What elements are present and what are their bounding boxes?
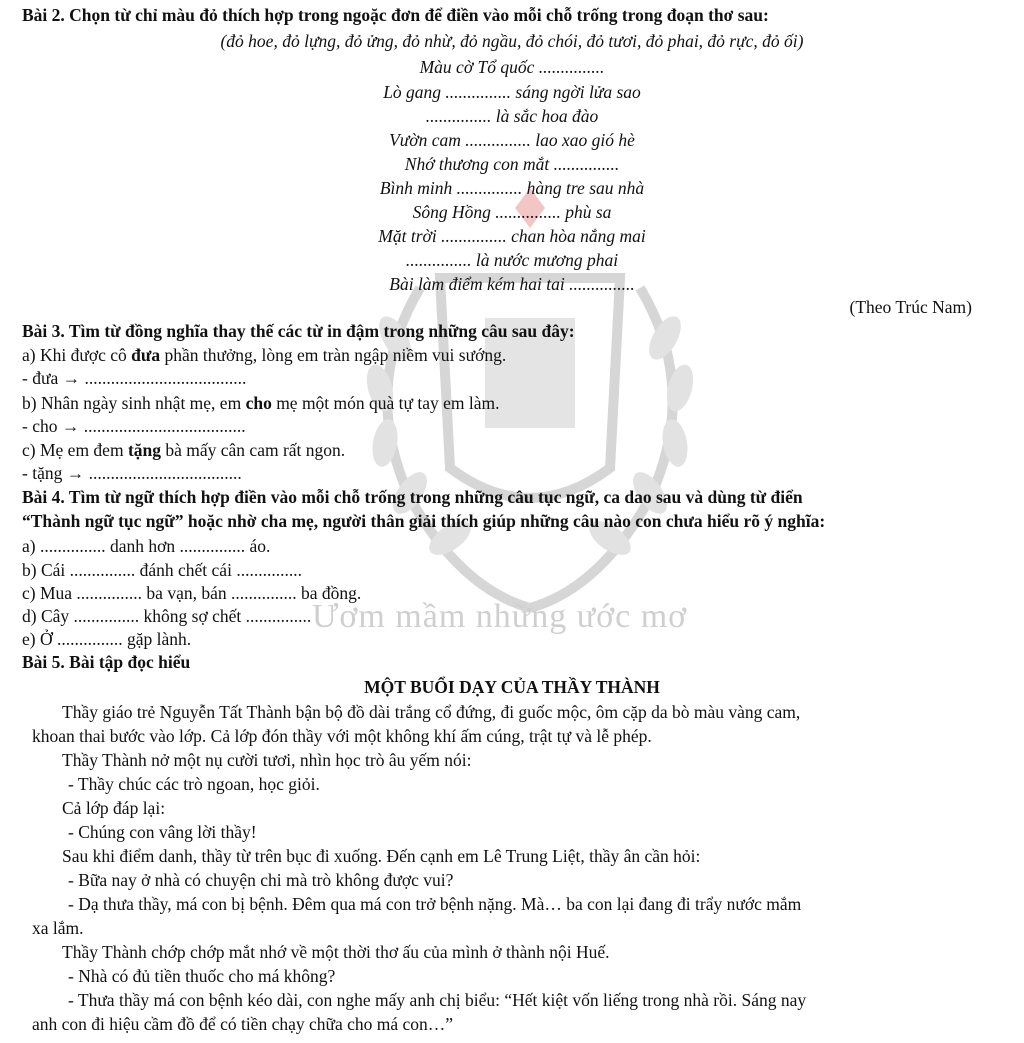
poem-line: Mặt trời ............... chan hòa nắng mai [378, 226, 646, 246]
poem-line: ............... là sắc hoa đào [425, 106, 599, 126]
question-text: a) Khi được cô [22, 345, 132, 365]
answer-line-b: - cho → ..................................... [22, 416, 246, 436]
proverb-item: c) Mua ............... ba vạn, bán ............... ba đồng. [22, 583, 362, 603]
proverb-item: e) Ở ............... gặp lành. [22, 629, 192, 649]
poem-source: (Theo Trúc Nam) [849, 297, 972, 317]
bold-word: đưa [131, 345, 161, 365]
question-text: b) Nhân ngày sinh nhật mẹ, em [22, 393, 246, 413]
question-text: c) Mẹ em đem [22, 440, 128, 460]
question-text: phần thưởng, lòng em tràn ngập niềm vui sướng. [160, 345, 507, 365]
bai2-title: Bài 2. Chọn từ chỉ màu đỏ thích hợp trong ngoặc đơn để điền vào mỗi chỗ trống trong đoạn thơ sau: [22, 5, 769, 25]
story-title: MỘT BUỔI DẠY CỦA THẦY THÀNH [364, 677, 660, 697]
story-line: Cả lớp đáp lại: [62, 798, 166, 818]
bai3-question-a [22, 344, 506, 366]
bai4-title-line2: “Thành ngữ tục ngữ” hoặc nhờ cha mẹ, người thân giải thích giúp những câu nào con chưa hiểu rõ ý nghĩa: [22, 511, 826, 531]
question-text: bà mấy cân cam rất ngon. [161, 440, 346, 460]
question-text: mẹ một món quà tự tay em làm. [271, 393, 500, 413]
story-line: - Dạ thưa thầy, má con bị bệnh. Đêm qua má con trở bệnh nặng. Mà… ba con lại đang đi trẩy nước mắm [68, 894, 802, 914]
poem-line: Vườn cam ............... lao xao gió hè [389, 130, 635, 150]
proverb-item: a) ............... danh hơn ............... áo. [22, 536, 271, 556]
bai3-title: Bài 3. Tìm từ đồng nghĩa thay thế các từ in đậm trong những câu sau đây: [22, 321, 575, 341]
poem-line: Nhớ thương con mắt ............... [404, 154, 620, 174]
story-line: Thầy Thành chớp chớp mắt nhớ về một thời thơ ấu của mình ở thành nội Huế. [62, 942, 610, 962]
story-line: - Thưa thầy má con bệnh kéo dài, con nghe mấy anh chị biểu: “Hết kiệt vốn liếng trong nhà rồi. Sáng nay [68, 990, 807, 1010]
poem-line: Lò gang ............... sáng ngời lửa sao [383, 82, 641, 102]
story-line: Sau khi điểm danh, thầy từ trên bục đi xuống. Đến cạnh em Lê Trung Liệt, thầy ân cần hỏi: [62, 846, 701, 866]
proverb-item: d) Cây ............... không sợ chết ............... [22, 606, 312, 626]
poem-line: Màu cờ Tổ quốc ............... [419, 57, 605, 77]
story-line: xa lắm. [32, 918, 84, 938]
bai4-title-line1: Bài 4. Tìm từ ngữ thích hợp điền vào mỗi chỗ trống trong những câu tục ngữ, ca dao sau và dùng từ điển [22, 487, 803, 507]
story-line: Thầy Thành nở một nụ cười tươi, nhìn học trò âu yếm nói: [62, 750, 472, 770]
bai5-title: Bài 5. Bài tập đọc hiểu [22, 652, 191, 672]
story-line: - Nhà có đủ tiền thuốc cho má không? [68, 966, 336, 986]
bold-word: tặng [127, 440, 161, 460]
poem-line: ............... là nước mương phai [405, 250, 619, 270]
story-line: - Chúng con vâng lời thầy! [68, 822, 257, 842]
story-line: - Thầy chúc các trò ngoan, học giỏi. [68, 774, 320, 794]
bai3-question-c [22, 439, 345, 461]
story-line: khoan thai bước vào lớp. Cả lớp đón thầy với một không khí ấm cúng, trật tự và lễ phép. [32, 726, 652, 746]
bai3-question-b [22, 392, 500, 414]
proverb-item: b) Cái ............... đánh chết cái ............... [22, 560, 302, 580]
poem-line: Bài làm điểm kém hai tai ............... [389, 274, 635, 294]
answer-line-a: - đưa → ..................................... [22, 368, 247, 388]
watermark-text: Ươm mầm những ước mơ [312, 598, 688, 635]
story-line: anh con đi hiệu cầm đồ để có tiền chạy chữa cho má con…” [32, 1014, 454, 1034]
poem-line: Sông Hồng ............... phù sa [412, 202, 612, 222]
story-line: Thầy giáo trẻ Nguyễn Tất Thành bận bộ đồ dài trắng cổ đứng, đi guốc mộc, ôm cặp da bò màu vàng cam, [62, 702, 801, 722]
poem-line: Bình minh ............... hàng tre sau nhà [379, 178, 645, 198]
answer-line-c: - tặng → ................................... [22, 463, 242, 483]
bai2-options: (đỏ hoe, đỏ lựng, đỏ ửng, đỏ nhừ, đỏ ngầu, đỏ chói, đỏ tươi, đỏ phai, đỏ rực, đỏ ối) [220, 31, 804, 51]
story-line: - Bữa nay ở nhà có chuyện chi mà trò không được vui? [68, 870, 454, 890]
bold-word: cho [245, 393, 272, 413]
